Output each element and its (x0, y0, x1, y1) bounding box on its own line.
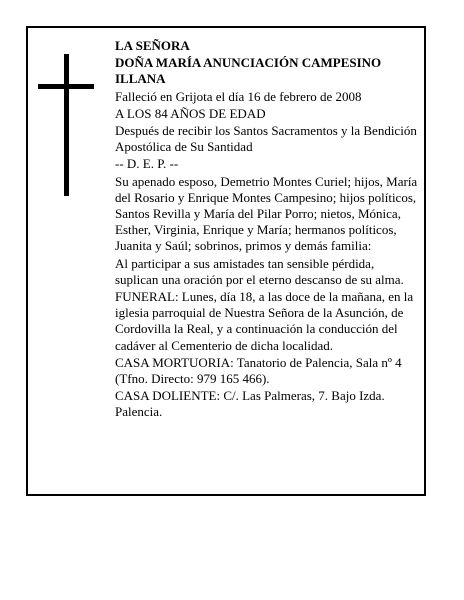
cross-horizontal-bar (38, 84, 94, 89)
title-la-senora: LA SEÑORA (115, 38, 190, 53)
grieving-house-info: CASA DOLIENTE: C/. Las Palmeras, 7. Bajo Izda. Palencia. (115, 388, 385, 420)
death-notice: Falleció en Grijota el día 16 de febrero de 2008 (115, 88, 362, 104)
deceased-name: DOÑA MARÍA ANUNCIACIÓN CAMPESINO ILLANA (115, 55, 382, 87)
sacraments-line: Después de recibir los Santos Sacramentos y la Bendición Apostólica de Su Santidad (115, 123, 417, 155)
funeral-info: FUNERAL: Lunes, día 18, a las doce de la mañana, en la iglesia parroquial de Nuestra Señora de la Asunción, de Cordovilla la Real, y a continuación la conducción del cadáver al Cementerio de dicha localidad. (115, 289, 414, 353)
family-list: Su apenado esposo, Demetrio Montes Curiel; hijos, María del Rosario y Enrique Montes Campesino; hijos políticos, Santos Revilla y María del Pilar Porro; nietos, Mónica, Esther, Virginia, Enrique y María; hermanos políticos, Juanita y Saúl; sobrinos, primos y demás familia: (115, 173, 418, 254)
obituary-text (115, 38, 420, 422)
mortuary-info: CASA MORTUORIA: Tanatorio de Palencia, Sala nº 4 (Tfno. Directo: 979 165 466). (115, 354, 402, 387)
age-line: A LOS 84 AÑOS DE EDAD (115, 105, 266, 121)
prayer-request: Al participar a sus amistades tan sensible pérdida, suplican una oración por el eterno descanso de su alma. (115, 255, 404, 287)
cross-vertical-bar (64, 54, 69, 196)
dep-line: -- D. E. P. -- (115, 156, 179, 172)
